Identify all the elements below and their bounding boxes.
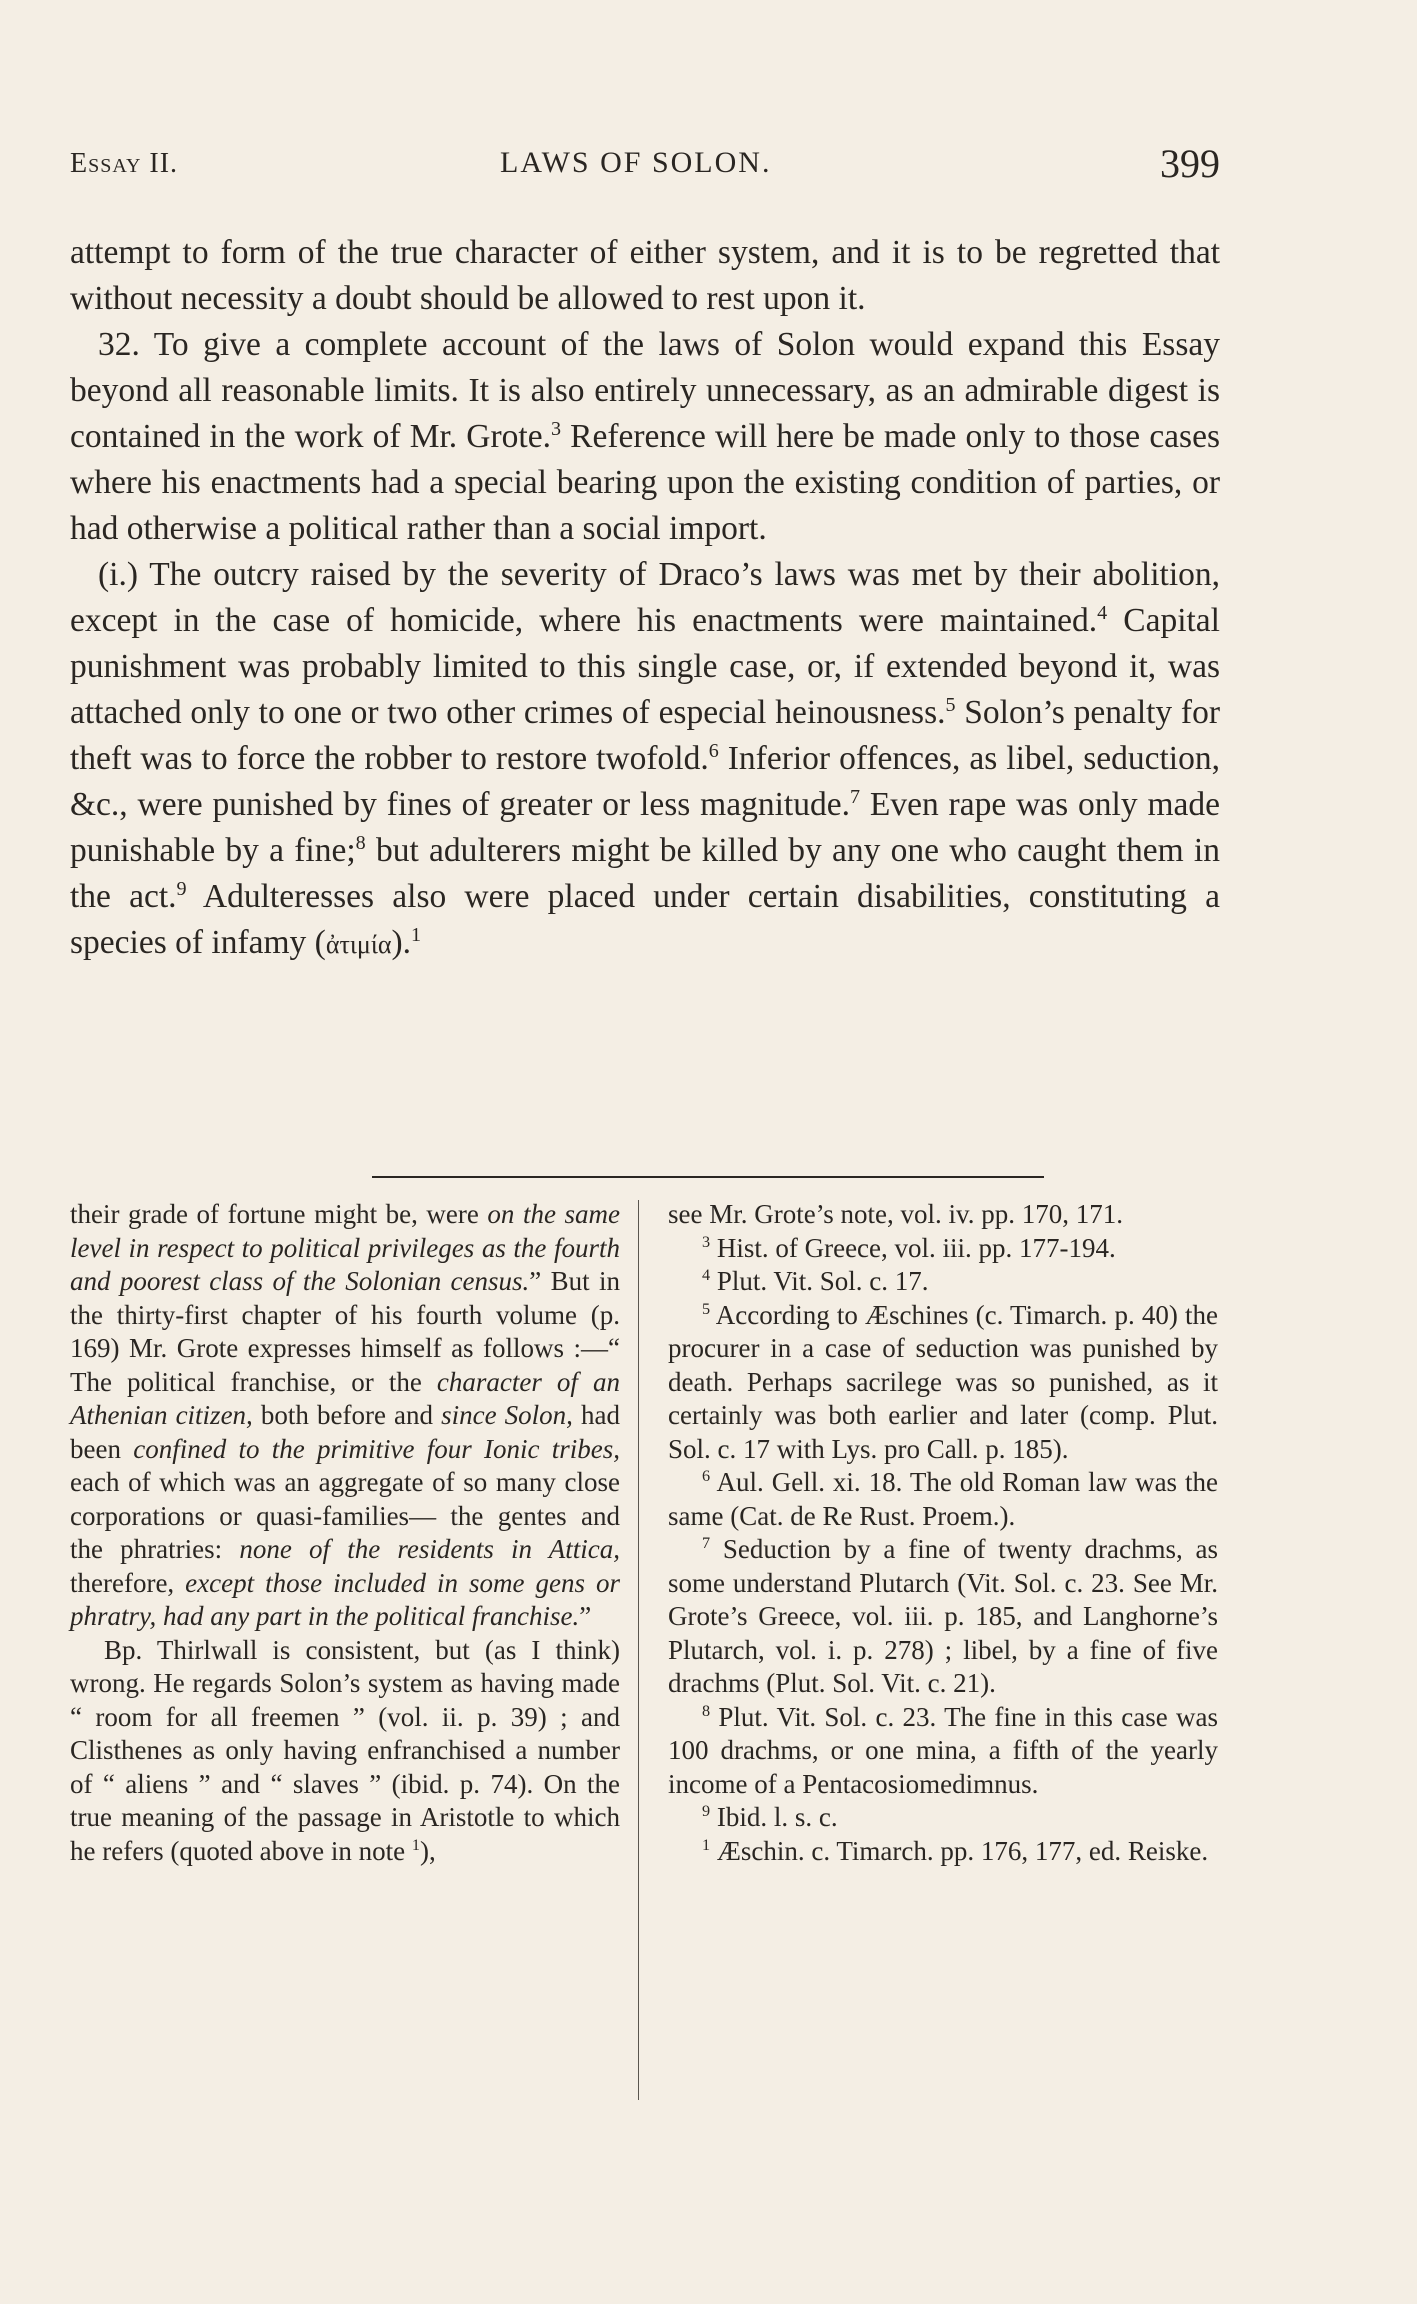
paragraph-continuation: attempt to form of the true character of either system, and it is to be regretted that without necessity a doubt should be allowed to rest upon it. <box>70 234 1220 317</box>
footnote-6: $^6$ Aul. Gell. xi. 18. The old Roman law was the same (Cat. de Re Rust. Proem.). <box>668 1467 1218 1531</box>
main-text <box>70 230 1220 968</box>
header-title: LAWS OF SOLON. <box>500 146 772 179</box>
footnotes-right-column <box>668 1198 1218 1868</box>
footnote-ref: 9 <box>176 877 187 900</box>
footnote-ref: 6 <box>708 739 719 762</box>
footnote-ref: 8 <box>355 831 366 854</box>
footnote-ref: 1 <box>410 923 422 946</box>
footnote-9: $^9$ Ibid. l. s. c. <box>702 1802 838 1832</box>
footnote-ref: 4 <box>1097 601 1108 624</box>
column-divider <box>638 1200 639 2100</box>
footnote-1: $^1$ Æschin. c. Timarch. pp. 176, 177, ed. Reiske. <box>702 1835 1209 1866</box>
footnote-3: $^3$ Hist. of Greece, vol. iii. pp. 177-194. <box>702 1232 1116 1263</box>
footnote-8: $^8$ Plut. Vit. Sol. c. 23. The fine in this case was 100 drachms, or one mina, a fifth of the yearly income of a Pentacosiomedimnus. <box>668 1701 1218 1799</box>
footnote-continuation-right: see Mr. Grote’s note, vol. iv. pp. 170, 171. <box>668 1199 1123 1229</box>
footnote-5: $^5$ According to Æschines (c. Timarch. p. 40) the procurer in a case of seduction was punished by death. Perhaps sacrilege was so punished, as it certainly was both earlier and later (comp. Plut. Sol. c. 17 with Lys. pro Call. p. 185). <box>668 1299 1218 1464</box>
footnote-ref: 7 <box>849 785 860 808</box>
paragraph-i: (i.) The outcry raised by the severity of Draco’s laws was met by their abolition, except in the case of homicide, where his enactments were maintained.$^4$ Capital punishment was probably limited to this single case, or, if extended beyond it, was attached only to one or two other crimes of especial heinousness.$^5$ Solon’s penalty for theft was to force the robber to restore twofold.$^6$ Inferior offences, as libel, seduction, &c., were punished by fines of greater or less magnitude.$^7$ Even rape was only made punishable by a fine;$^8$ but adulterers might be killed by any one who caught them in the act.$^9$ Adulteresses also were placed under certain disabilities, constituting a species of infamy (ἀτιμία).$^1$ <box>70 556 1220 961</box>
paragraph-32: 32. To give a complete account of the laws of Solon would expand this Essay beyond all reasonable limits. It is also entirely unnecessary, as an admirable digest is contained in the work of Mr. Grote.$^3$ Reference will here be made only to those cases where his enactments had a special bearing upon the existing condition of parties, or had otherwise a political rather than a social import. <box>70 326 1220 547</box>
footnote-rule <box>372 1176 1044 1178</box>
header-essay-label: Essay II. <box>70 148 179 179</box>
footnote-thirlwall: Bp. Thirlwall is consistent, but (as I think) wrong. He regards Solon’s system as having made “ room for all freemen ” (vol. ii. p. 39) ; and Clisthenes as only having enfranchised a number of “ aliens ” and “ slaves ” (ibid. p. 74). On the true meaning of the passage in Aristotle to which he refers (quoted above in note $^1$), <box>70 1634 620 1866</box>
footnote-7: $^7$ Seduction by a fine of twenty drachms, as some understand Plutarch (Vit. Sol. c. 23. See Mr. Grote’s Greece, vol. iii. p. 185, and Langhorne’s Plutarch, vol. i. p. 278) ; libel, by a fine of five drachms (Plut. Sol. Vit. c. 21). <box>668 1534 1218 1698</box>
running-header <box>70 140 1220 200</box>
footnote-4: $^4$ Plut. Vit. Sol. c. 17. <box>702 1266 929 1296</box>
footnote-continuation: their grade of fortune might be, were on the same level in respect to political privileges as the fourth and poorest class of the Solonian census.” But in the thirty-first chapter of his fourth volume (p. 169) Mr. Grote expresses himself as follows :—“ The political franchise, or the character of an Athenian citizen, both before and since Solon, had been confined to the primitive four Ionic tribes, each of which was an aggregate of so many close corporations or quasi-families— the gentes and the phratries: none of the residents in Attica, therefore, except those included in some gens or phratry, had any part in the political franchise.” <box>70 1199 621 1631</box>
footnotes-left-column <box>70 1198 620 1868</box>
footnote-ref: 5 <box>945 693 956 716</box>
footnote-ref: 3 <box>550 417 561 440</box>
greek-term: ἀτιμία <box>325 930 392 959</box>
page-number: 399 <box>1160 141 1220 186</box>
